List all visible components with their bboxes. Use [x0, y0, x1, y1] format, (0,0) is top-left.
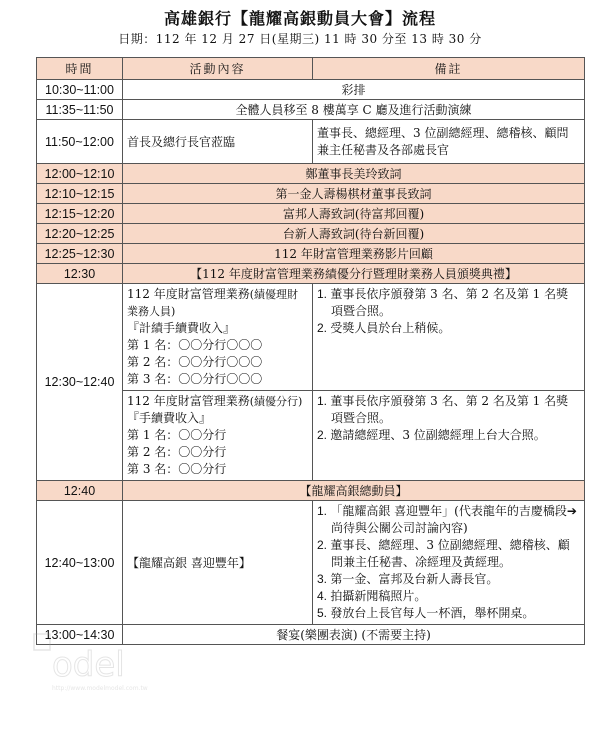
- table-row: [37, 204, 585, 224]
- row-activity: 彩排: [123, 80, 585, 100]
- row-activity: 【龍耀高銀 喜迎豐年】: [123, 501, 313, 625]
- header-row: [37, 58, 585, 80]
- row-activity: 第一金人壽楊棋材董事長致詞: [123, 184, 585, 204]
- row-activity: 全體人員移至 8 樓萬享 C 廳及進行活動演練: [123, 100, 585, 120]
- row-time: 12:40: [37, 481, 123, 501]
- row-time: 12:10~12:15: [37, 184, 123, 204]
- note-item: 2. 董事長、總經理、3 位副總經理、總稽核、顧問兼主任秘書、凃經理及黃經理。: [317, 538, 570, 569]
- note-item: 1. 董事長依序頒發第 3 名、第 2 名及第 1 名獎項暨合照。: [317, 287, 569, 318]
- award-metric: 『計績手續費收入』: [127, 321, 236, 335]
- row-time: 12:00~12:10: [37, 164, 123, 184]
- table-row: [37, 224, 585, 244]
- column-header-note: 備註: [313, 58, 585, 80]
- table-row: [37, 164, 585, 184]
- table-row: [37, 120, 585, 164]
- row-time: 12:40~13:00: [37, 501, 123, 625]
- note-item: 1. 董事長依序頒發第 3 名、第 2 名及第 1 名獎項暨合照。: [317, 394, 569, 425]
- note-item: 5. 發放台上長官每人一杯酒，舉杯開桌。: [317, 606, 535, 620]
- note-item: 2. 邀請總經理、3 位副總經理上台大合照。: [317, 428, 546, 442]
- award-detail: [123, 391, 313, 481]
- award-notes: [313, 391, 585, 481]
- watermark-text: odel: [52, 645, 125, 685]
- row-activity: 台新人壽致詞(待台新回覆): [123, 224, 585, 244]
- schedule-table: [36, 57, 585, 645]
- row-time: 11:35~11:50: [37, 100, 123, 120]
- note-item: 4. 拍攝新聞稿照片。: [317, 589, 427, 603]
- note-item: 3. 第一金、富邦及台新人壽長官。: [317, 572, 499, 586]
- award-rank: 第 3 名：〇〇分行〇〇〇: [127, 372, 263, 386]
- award-rank: 第 2 名：〇〇分行: [127, 445, 227, 459]
- row-time: 12:25~12:30: [37, 244, 123, 264]
- row-activity: 首長及總行長官蒞臨: [123, 120, 313, 164]
- table-row: [37, 80, 585, 100]
- award-rank: 第 1 名：〇〇分行: [127, 428, 227, 442]
- table-row: [37, 100, 585, 120]
- note-item: 2. 受獎人員於台上稍候。: [317, 321, 451, 335]
- column-header-time: 時間: [37, 58, 123, 80]
- row-time: 12:30~12:40: [37, 284, 123, 481]
- row-time: 13:00~14:30: [37, 625, 123, 645]
- row-note-text: 董事長、總經理、3 位副總經理、總稽核、顧問兼主任秘書及各部處長官: [317, 125, 569, 157]
- award-notes: [313, 284, 585, 391]
- row-activity: 【112 年度財富管理業務績優分行暨理財業務人員頒獎典禮】: [123, 264, 585, 284]
- row-activity: 富邦人壽致詞(待富邦回覆): [123, 204, 585, 224]
- table-row: [37, 625, 585, 645]
- award-metric: 『手續費收入』: [127, 411, 212, 425]
- column-header-activity: 活動內容: [123, 58, 313, 80]
- row-activity: 餐宴(樂團表演) (不需要主持): [123, 625, 585, 645]
- table-row: [37, 264, 585, 284]
- row-time: 10:30~11:00: [37, 80, 123, 100]
- row-note: [313, 120, 585, 164]
- table-row: [37, 184, 585, 204]
- award-rank: 第 3 名：〇〇分行: [127, 462, 227, 476]
- award-rank: 第 1 名：〇〇分行〇〇〇: [127, 338, 263, 352]
- table-row: [37, 244, 585, 264]
- table-row-award-1: [37, 284, 585, 391]
- award-detail: [123, 284, 313, 391]
- row-time: 12:20~12:25: [37, 224, 123, 244]
- award-rank: 第 2 名：〇〇分行〇〇〇: [127, 355, 263, 369]
- award-subtitle: (績優分行): [249, 395, 303, 408]
- note-item: 1. 「龍耀高銀 喜迎豐年」(代表龍年的吉慶橋段➔尚待與公關公司討論內容): [317, 504, 577, 535]
- row-activity: 112 年財富管理業務影片回顧: [123, 244, 585, 264]
- table-row: [37, 501, 585, 625]
- award-title: 112 年度財富管理業務: [127, 287, 250, 301]
- page-title: 高雄銀行【龍耀高銀動員大會】流程: [163, 9, 436, 28]
- row-activity: 【龍耀高銀總動員】: [123, 481, 585, 501]
- row-time: 12:30: [37, 264, 123, 284]
- row-time: 12:15~12:20: [37, 204, 123, 224]
- event-date: 日期：112 年 12 月 27 日(星期三) 11 時 30 分至 13 時 30 分: [118, 32, 482, 46]
- award-subtitle: (績優理財業務人員): [127, 288, 299, 318]
- watermark-url: http://www.modelmodel.com.tw: [52, 685, 148, 692]
- row-activity: 鄭董事長美玲致詞: [123, 164, 585, 184]
- row-note: [313, 501, 585, 625]
- table-row: [37, 481, 585, 501]
- row-time: 11:50~12:00: [37, 120, 123, 164]
- award-title: 112 年度財富管理業務: [127, 394, 250, 408]
